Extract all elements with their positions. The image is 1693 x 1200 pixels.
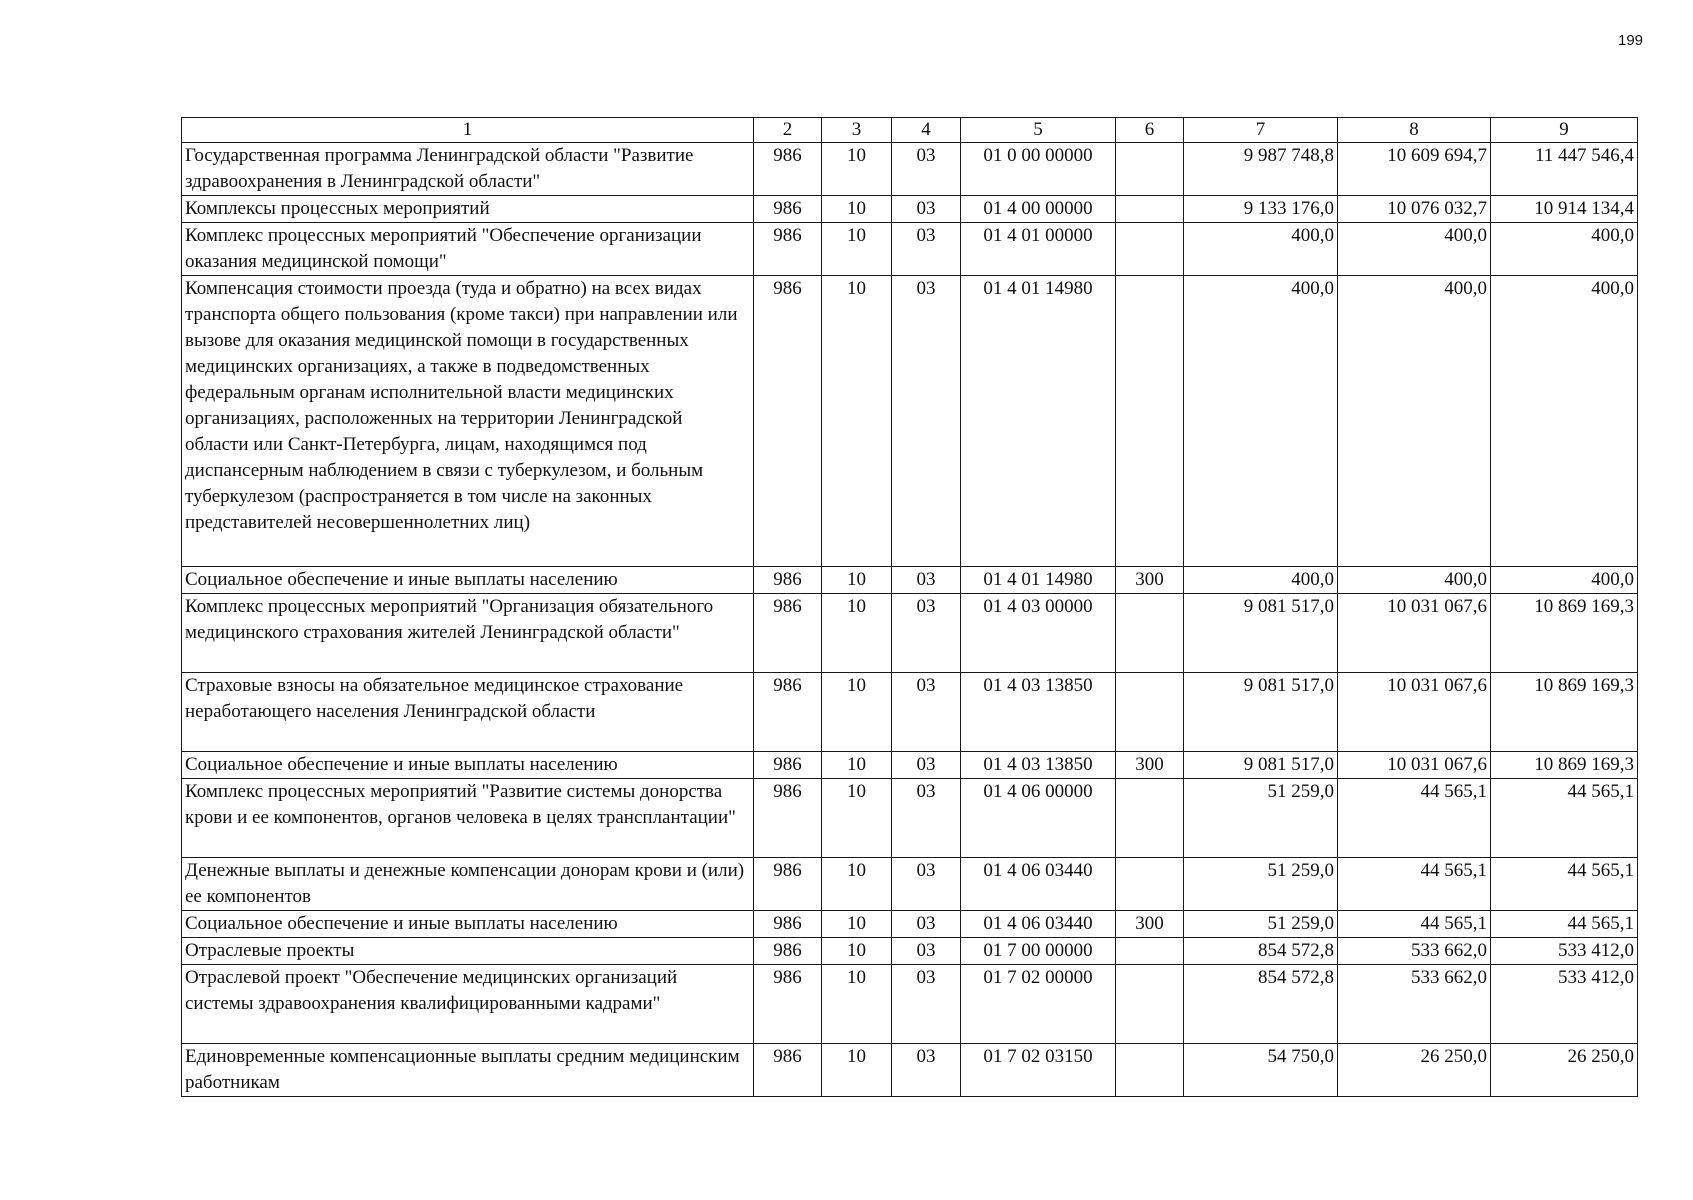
section-code: 10: [822, 276, 892, 567]
target-article-code: 01 7 00 00000: [961, 938, 1116, 965]
table-row: [182, 965, 1638, 1044]
amount-col9: 533 412,0: [1491, 965, 1638, 1044]
amount-col8: 26 250,0: [1338, 1044, 1491, 1097]
target-article-code: 01 0 00 00000: [961, 143, 1116, 196]
table-header-row: [182, 118, 1638, 143]
page-number: 199: [1618, 32, 1644, 49]
row-name: Социальное обеспечение и иные выплаты населению: [182, 567, 754, 594]
target-article-code: 01 4 03 00000: [961, 594, 1116, 673]
table-row: [182, 276, 1638, 567]
amount-col7: 400,0: [1184, 276, 1338, 567]
section-code: 10: [822, 752, 892, 779]
expense-type-code: [1116, 938, 1184, 965]
amount-col9: 44 565,1: [1491, 858, 1638, 911]
expense-type-code: [1116, 858, 1184, 911]
header-cell: 4: [892, 118, 961, 143]
subsection-code: 03: [892, 752, 961, 779]
subsection-code: 03: [892, 223, 961, 276]
target-article-code: 01 4 06 00000: [961, 779, 1116, 858]
subsection-code: 03: [892, 965, 961, 1044]
amount-col7: 9 081 517,0: [1184, 594, 1338, 673]
target-article-code: 01 4 03 13850: [961, 752, 1116, 779]
amount-col7: 9 081 517,0: [1184, 752, 1338, 779]
amount-col9: 10 869 169,3: [1491, 673, 1638, 752]
row-name: Комплексы процессных мероприятий: [182, 196, 754, 223]
header-cell: 6: [1116, 118, 1184, 143]
amount-col7: 9 133 176,0: [1184, 196, 1338, 223]
header-cell: 9: [1491, 118, 1638, 143]
amount-col9: 400,0: [1491, 223, 1638, 276]
ministry-code: 986: [754, 594, 822, 673]
row-name: Единовременные компенсационные выплаты средним медицинским работникам: [182, 1044, 754, 1097]
amount-col7: 854 572,8: [1184, 965, 1338, 1044]
amount-col9: 400,0: [1491, 567, 1638, 594]
ministry-code: 986: [754, 196, 822, 223]
expense-type-code: [1116, 594, 1184, 673]
ministry-code: 986: [754, 779, 822, 858]
expense-type-code: [1116, 143, 1184, 196]
expense-type-code: 300: [1116, 752, 1184, 779]
row-name: Отраслевой проект "Обеспечение медицинских организаций системы здравоохранения квалифицированными кадрами": [182, 965, 754, 1044]
ministry-code: 986: [754, 143, 822, 196]
table-row: [182, 223, 1638, 276]
table-row: [182, 779, 1638, 858]
amount-col8: 10 031 067,6: [1338, 594, 1491, 673]
amount-col9: 10 869 169,3: [1491, 752, 1638, 779]
table-row: [182, 1044, 1638, 1097]
row-name: Государственная программа Ленинградской области "Развитие здравоохранения в Ленинградской области": [182, 143, 754, 196]
amount-col8: 10 076 032,7: [1338, 196, 1491, 223]
section-code: 10: [822, 567, 892, 594]
header-cell: 1: [182, 118, 754, 143]
amount-col8: 400,0: [1338, 276, 1491, 567]
target-article-code: 01 4 06 03440: [961, 858, 1116, 911]
row-name: Страховые взносы на обязательное медицинское страхование неработающего населения Ленинградской области: [182, 673, 754, 752]
ministry-code: 986: [754, 752, 822, 779]
amount-col9: 44 565,1: [1491, 779, 1638, 858]
subsection-code: 03: [892, 938, 961, 965]
amount-col8: 533 662,0: [1338, 965, 1491, 1044]
subsection-code: 03: [892, 858, 961, 911]
amount-col8: 10 031 067,6: [1338, 752, 1491, 779]
subsection-code: 03: [892, 779, 961, 858]
section-code: 10: [822, 1044, 892, 1097]
section-code: 10: [822, 911, 892, 938]
amount-col7: 54 750,0: [1184, 1044, 1338, 1097]
row-name: Социальное обеспечение и иные выплаты населению: [182, 752, 754, 779]
section-code: 10: [822, 858, 892, 911]
amount-col7: 9 987 748,8: [1184, 143, 1338, 196]
amount-col9: 44 565,1: [1491, 911, 1638, 938]
ministry-code: 986: [754, 965, 822, 1044]
table-row: [182, 752, 1638, 779]
amount-col7: 51 259,0: [1184, 911, 1338, 938]
amount-col8: 44 565,1: [1338, 779, 1491, 858]
row-name: Комплекс процессных мероприятий "Организация обязательного медицинского страхования жителей Ленинградской области": [182, 594, 754, 673]
row-name: Комплекс процессных мероприятий "Развитие системы донорства крови и ее компонентов, органов человека в целях трансплантации": [182, 779, 754, 858]
row-name: Денежные выплаты и денежные компенсации донорам крови и (или) ее компонентов: [182, 858, 754, 911]
target-article-code: 01 7 02 00000: [961, 965, 1116, 1044]
budget-table: [181, 117, 1638, 1097]
expense-type-code: [1116, 965, 1184, 1044]
amount-col8: 400,0: [1338, 567, 1491, 594]
amount-col9: 533 412,0: [1491, 938, 1638, 965]
section-code: 10: [822, 779, 892, 858]
expense-type-code: [1116, 673, 1184, 752]
amount-col7: 854 572,8: [1184, 938, 1338, 965]
amount-col9: 400,0: [1491, 276, 1638, 567]
amount-col8: 533 662,0: [1338, 938, 1491, 965]
amount-col7: 400,0: [1184, 567, 1338, 594]
amount-col9: 11 447 546,4: [1491, 143, 1638, 196]
expense-type-code: [1116, 196, 1184, 223]
table-row: [182, 594, 1638, 673]
subsection-code: 03: [892, 196, 961, 223]
target-article-code: 01 4 06 03440: [961, 911, 1116, 938]
subsection-code: 03: [892, 143, 961, 196]
amount-col7: 400,0: [1184, 223, 1338, 276]
table-row: [182, 938, 1638, 965]
target-article-code: 01 4 00 00000: [961, 196, 1116, 223]
amount-col8: 10 031 067,6: [1338, 673, 1491, 752]
header-cell: 3: [822, 118, 892, 143]
subsection-code: 03: [892, 673, 961, 752]
header-cell: 7: [1184, 118, 1338, 143]
row-name: Комплекс процессных мероприятий "Обеспечение организации оказания медицинской помощи": [182, 223, 754, 276]
header-cell: 5: [961, 118, 1116, 143]
table-row: [182, 673, 1638, 752]
header-cell: 2: [754, 118, 822, 143]
subsection-code: 03: [892, 567, 961, 594]
table-row: [182, 858, 1638, 911]
amount-col8: 44 565,1: [1338, 911, 1491, 938]
amount-col7: 9 081 517,0: [1184, 673, 1338, 752]
row-name: Компенсация стоимости проезда (туда и обратно) на всех видах транспорта общего пользования (кроме такси) при направлении или вызове для оказания медицинской помощи в государственных медицинских организациях, а также в подведомственных федеральным органам исполнительной власти медицинских организациях, расположенных на территории Ленинградской области или Санкт-Петербурга, лицам, находящимся под диспансерным наблюдением в связи с туберкулезом, и больным туберкулезом (распространяется в том числе на законных представителей несовершеннолетних лиц): [182, 276, 754, 567]
subsection-code: 03: [892, 1044, 961, 1097]
section-code: 10: [822, 196, 892, 223]
target-article-code: 01 4 01 14980: [961, 567, 1116, 594]
table-row: [182, 911, 1638, 938]
row-name: Социальное обеспечение и иные выплаты населению: [182, 911, 754, 938]
ministry-code: 986: [754, 276, 822, 567]
table-row: [182, 567, 1638, 594]
amount-col8: 44 565,1: [1338, 858, 1491, 911]
subsection-code: 03: [892, 911, 961, 938]
section-code: 10: [822, 223, 892, 276]
amount-col9: 10 869 169,3: [1491, 594, 1638, 673]
amount-col8: 400,0: [1338, 223, 1491, 276]
table-row: [182, 143, 1638, 196]
amount-col9: 26 250,0: [1491, 1044, 1638, 1097]
expense-type-code: [1116, 223, 1184, 276]
expense-type-code: [1116, 1044, 1184, 1097]
section-code: 10: [822, 673, 892, 752]
amount-col8: 10 609 694,7: [1338, 143, 1491, 196]
section-code: 10: [822, 965, 892, 1044]
section-code: 10: [822, 143, 892, 196]
target-article-code: 01 4 01 00000: [961, 223, 1116, 276]
row-name: Отраслевые проекты: [182, 938, 754, 965]
expense-type-code: 300: [1116, 911, 1184, 938]
table-row: [182, 196, 1638, 223]
ministry-code: 986: [754, 858, 822, 911]
ministry-code: 986: [754, 1044, 822, 1097]
subsection-code: 03: [892, 276, 961, 567]
expense-type-code: 300: [1116, 567, 1184, 594]
header-cell: 8: [1338, 118, 1491, 143]
expense-type-code: [1116, 779, 1184, 858]
ministry-code: 986: [754, 223, 822, 276]
ministry-code: 986: [754, 567, 822, 594]
ministry-code: 986: [754, 911, 822, 938]
target-article-code: 01 4 01 14980: [961, 276, 1116, 567]
section-code: 10: [822, 594, 892, 673]
target-article-code: 01 4 03 13850: [961, 673, 1116, 752]
amount-col7: 51 259,0: [1184, 858, 1338, 911]
subsection-code: 03: [892, 594, 961, 673]
target-article-code: 01 7 02 03150: [961, 1044, 1116, 1097]
ministry-code: 986: [754, 673, 822, 752]
ministry-code: 986: [754, 938, 822, 965]
amount-col7: 51 259,0: [1184, 779, 1338, 858]
section-code: 10: [822, 938, 892, 965]
amount-col9: 10 914 134,4: [1491, 196, 1638, 223]
expense-type-code: [1116, 276, 1184, 567]
